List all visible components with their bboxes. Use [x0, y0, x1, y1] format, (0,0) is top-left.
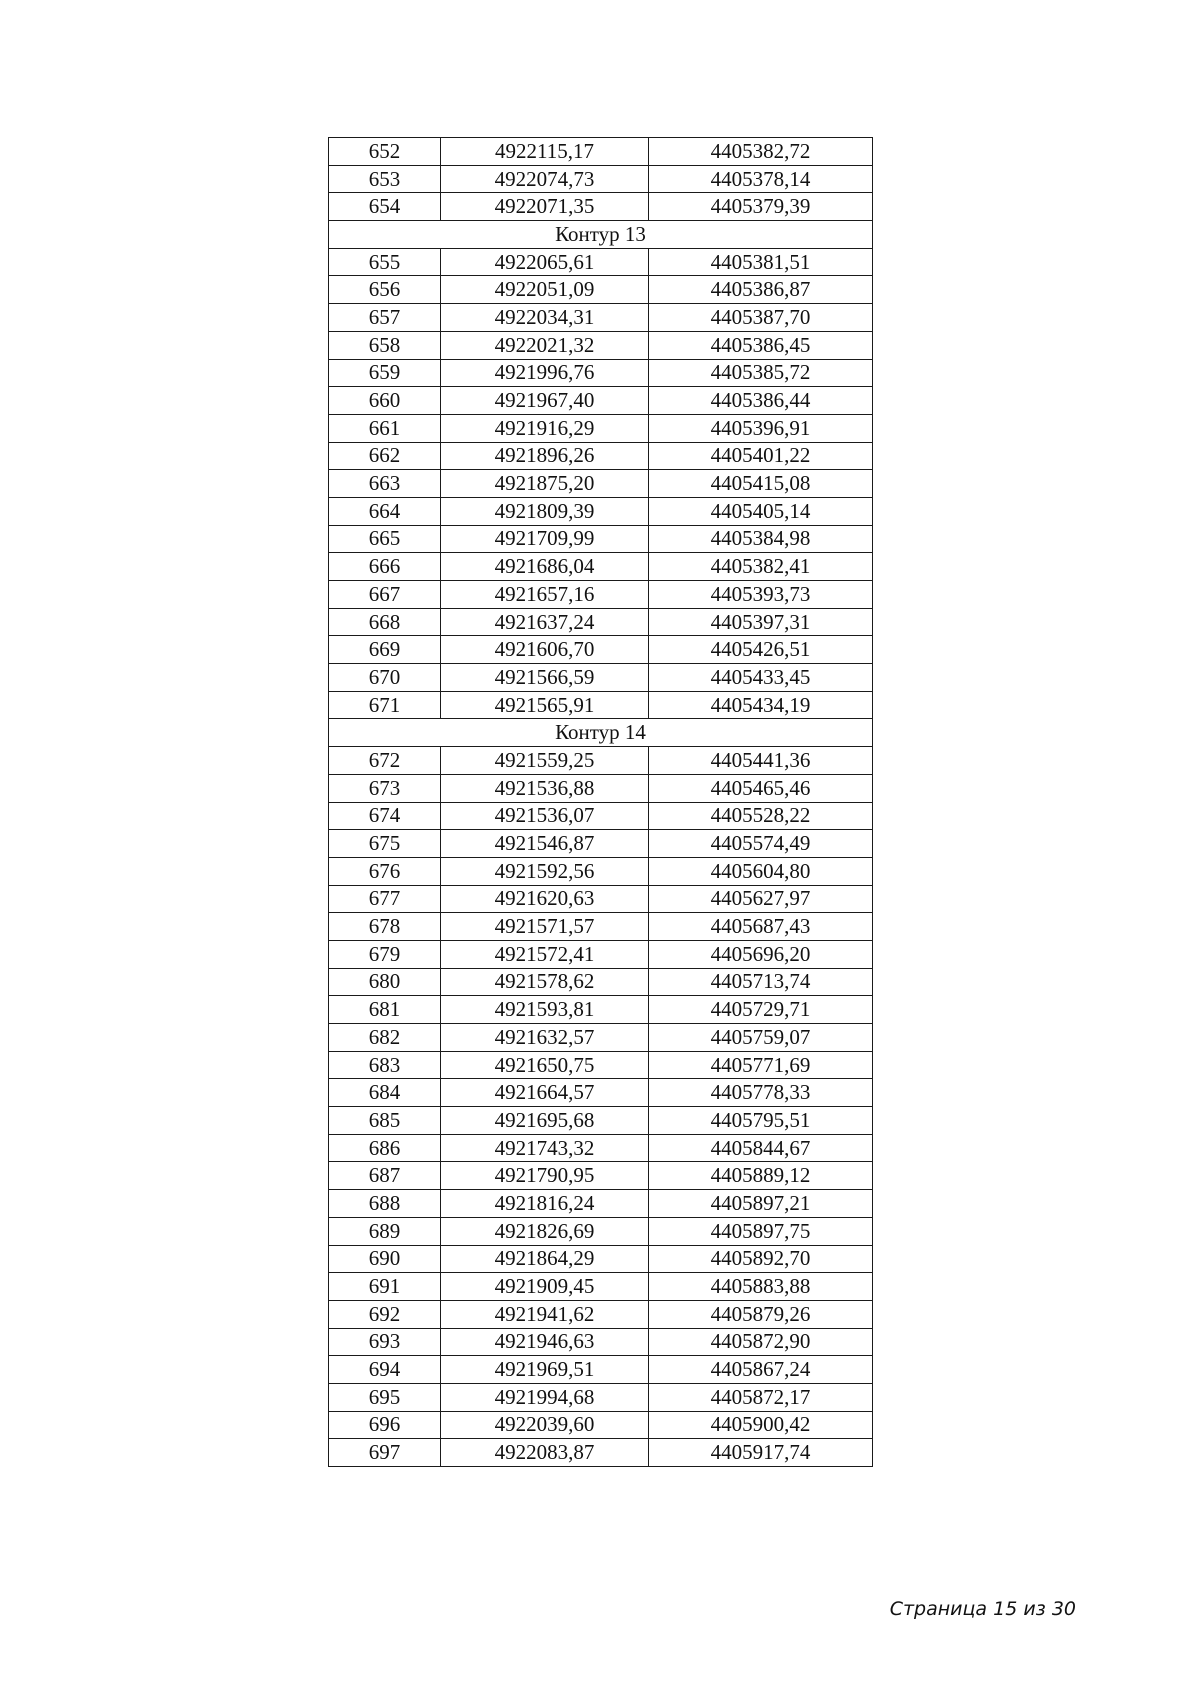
table-row: [329, 470, 873, 498]
table-row: [329, 1439, 873, 1467]
table-row: [329, 636, 873, 664]
y-coordinate-cell: 4405385,72: [649, 359, 873, 387]
y-coordinate-cell: 4405386,44: [649, 387, 873, 415]
x-coordinate-cell: 4921664,57: [441, 1079, 649, 1107]
y-coordinate-cell: 4405426,51: [649, 636, 873, 664]
y-coordinate-cell: 4405434,19: [649, 691, 873, 719]
point-number-cell: 673: [329, 774, 441, 802]
point-number-cell: 692: [329, 1300, 441, 1328]
table-row: [329, 1383, 873, 1411]
y-coordinate-cell: 4405386,87: [649, 276, 873, 304]
point-number-cell: 688: [329, 1190, 441, 1218]
x-coordinate-cell: 4922115,17: [441, 138, 649, 166]
x-coordinate-cell: 4921578,62: [441, 968, 649, 996]
table-row: [329, 857, 873, 885]
x-coordinate-cell: 4921632,57: [441, 1024, 649, 1052]
section-header-row: [329, 719, 873, 747]
point-number-cell: 665: [329, 525, 441, 553]
point-number-cell: 675: [329, 830, 441, 858]
table-row: [329, 1190, 873, 1218]
coordinates-table-body: [329, 138, 873, 1467]
y-coordinate-cell: 4405713,74: [649, 968, 873, 996]
point-number-cell: 674: [329, 802, 441, 830]
x-coordinate-cell: 4921967,40: [441, 387, 649, 415]
table-row: [329, 802, 873, 830]
y-coordinate-cell: 4405778,33: [649, 1079, 873, 1107]
table-row: [329, 248, 873, 276]
section-header-row: [329, 221, 873, 249]
y-coordinate-cell: 4405387,70: [649, 304, 873, 332]
x-coordinate-cell: 4921864,29: [441, 1245, 649, 1273]
table-row: [329, 691, 873, 719]
point-number-cell: 658: [329, 331, 441, 359]
table-row: [329, 608, 873, 636]
point-number-cell: 682: [329, 1024, 441, 1052]
y-coordinate-cell: 4405381,51: [649, 248, 873, 276]
y-coordinate-cell: 4405795,51: [649, 1107, 873, 1135]
point-number-cell: 663: [329, 470, 441, 498]
table-row: [329, 1217, 873, 1245]
x-coordinate-cell: 4921743,32: [441, 1134, 649, 1162]
table-row: [329, 1411, 873, 1439]
x-coordinate-cell: 4921559,25: [441, 747, 649, 775]
table-row: [329, 193, 873, 221]
x-coordinate-cell: 4921686,04: [441, 553, 649, 581]
x-coordinate-cell: 4921657,16: [441, 581, 649, 609]
y-coordinate-cell: 4405696,20: [649, 940, 873, 968]
y-coordinate-cell: 4405729,71: [649, 996, 873, 1024]
x-coordinate-cell: 4921709,99: [441, 525, 649, 553]
table-row: [329, 304, 873, 332]
table-row: [329, 996, 873, 1024]
y-coordinate-cell: 4405844,67: [649, 1134, 873, 1162]
point-number-cell: 669: [329, 636, 441, 664]
x-coordinate-cell: 4921536,88: [441, 774, 649, 802]
x-coordinate-cell: 4921826,69: [441, 1217, 649, 1245]
table-row: [329, 1079, 873, 1107]
table-row: [329, 940, 873, 968]
point-number-cell: 652: [329, 138, 441, 166]
table-row: [329, 138, 873, 166]
y-coordinate-cell: 4405917,74: [649, 1439, 873, 1467]
x-coordinate-cell: 4921572,41: [441, 940, 649, 968]
point-number-cell: 654: [329, 193, 441, 221]
x-coordinate-cell: 4922021,32: [441, 331, 649, 359]
table-row: [329, 525, 873, 553]
x-coordinate-cell: 4921565,91: [441, 691, 649, 719]
x-coordinate-cell: 4922051,09: [441, 276, 649, 304]
point-number-cell: 666: [329, 553, 441, 581]
x-coordinate-cell: 4921546,87: [441, 830, 649, 858]
coordinates-table: [328, 137, 873, 1467]
y-coordinate-cell: 4405687,43: [649, 913, 873, 941]
x-coordinate-cell: 4921909,45: [441, 1273, 649, 1301]
y-coordinate-cell: 4405574,49: [649, 830, 873, 858]
point-number-cell: 683: [329, 1051, 441, 1079]
x-coordinate-cell: 4921941,62: [441, 1300, 649, 1328]
x-coordinate-cell: 4921536,07: [441, 802, 649, 830]
point-number-cell: 685: [329, 1107, 441, 1135]
y-coordinate-cell: 4405397,31: [649, 608, 873, 636]
table-row: [329, 830, 873, 858]
y-coordinate-cell: 4405879,26: [649, 1300, 873, 1328]
y-coordinate-cell: 4405883,88: [649, 1273, 873, 1301]
x-coordinate-cell: 4921996,76: [441, 359, 649, 387]
x-coordinate-cell: 4921571,57: [441, 913, 649, 941]
table-row: [329, 885, 873, 913]
x-coordinate-cell: 4921946,63: [441, 1328, 649, 1356]
point-number-cell: 655: [329, 248, 441, 276]
x-coordinate-cell: 4921994,68: [441, 1383, 649, 1411]
point-number-cell: 691: [329, 1273, 441, 1301]
y-coordinate-cell: 4405415,08: [649, 470, 873, 498]
x-coordinate-cell: 4921896,26: [441, 442, 649, 470]
table-row: [329, 581, 873, 609]
table-row: [329, 1356, 873, 1384]
y-coordinate-cell: 4405897,21: [649, 1190, 873, 1218]
y-coordinate-cell: 4405897,75: [649, 1217, 873, 1245]
point-number-cell: 693: [329, 1328, 441, 1356]
y-coordinate-cell: 4405604,80: [649, 857, 873, 885]
point-number-cell: 687: [329, 1162, 441, 1190]
table-row: [329, 497, 873, 525]
y-coordinate-cell: 4405393,73: [649, 581, 873, 609]
y-coordinate-cell: 4405892,70: [649, 1245, 873, 1273]
point-number-cell: 694: [329, 1356, 441, 1384]
point-number-cell: 697: [329, 1439, 441, 1467]
table-row: [329, 774, 873, 802]
point-number-cell: 668: [329, 608, 441, 636]
point-number-cell: 671: [329, 691, 441, 719]
table-row: [329, 1328, 873, 1356]
y-coordinate-cell: 4405528,22: [649, 802, 873, 830]
x-coordinate-cell: 4921695,68: [441, 1107, 649, 1135]
table-row: [329, 331, 873, 359]
point-number-cell: 676: [329, 857, 441, 885]
point-number-cell: 660: [329, 387, 441, 415]
y-coordinate-cell: 4405396,91: [649, 414, 873, 442]
point-number-cell: 653: [329, 165, 441, 193]
y-coordinate-cell: 4405759,07: [649, 1024, 873, 1052]
point-number-cell: 678: [329, 913, 441, 941]
section-title: Контур 13: [329, 221, 873, 249]
x-coordinate-cell: 4921969,51: [441, 1356, 649, 1384]
x-coordinate-cell: 4921566,59: [441, 664, 649, 692]
y-coordinate-cell: 4405405,14: [649, 497, 873, 525]
y-coordinate-cell: 4405382,41: [649, 553, 873, 581]
table-row: [329, 359, 873, 387]
x-coordinate-cell: 4922074,73: [441, 165, 649, 193]
x-coordinate-cell: 4921809,39: [441, 497, 649, 525]
y-coordinate-cell: 4405900,42: [649, 1411, 873, 1439]
y-coordinate-cell: 4405384,98: [649, 525, 873, 553]
table-row: [329, 747, 873, 775]
point-number-cell: 686: [329, 1134, 441, 1162]
table-row: [329, 1134, 873, 1162]
x-coordinate-cell: 4921816,24: [441, 1190, 649, 1218]
y-coordinate-cell: 4405872,90: [649, 1328, 873, 1356]
point-number-cell: 661: [329, 414, 441, 442]
point-number-cell: 677: [329, 885, 441, 913]
x-coordinate-cell: 4922034,31: [441, 304, 649, 332]
table-row: [329, 1051, 873, 1079]
point-number-cell: 690: [329, 1245, 441, 1273]
table-row: [329, 1273, 873, 1301]
point-number-cell: 667: [329, 581, 441, 609]
point-number-cell: 695: [329, 1383, 441, 1411]
point-number-cell: 657: [329, 304, 441, 332]
point-number-cell: 670: [329, 664, 441, 692]
table-row: [329, 165, 873, 193]
y-coordinate-cell: 4405889,12: [649, 1162, 873, 1190]
y-coordinate-cell: 4405627,97: [649, 885, 873, 913]
point-number-cell: 672: [329, 747, 441, 775]
table-row: [329, 553, 873, 581]
table-row: [329, 1162, 873, 1190]
table-row: [329, 442, 873, 470]
x-coordinate-cell: 4922065,61: [441, 248, 649, 276]
x-coordinate-cell: 4921916,29: [441, 414, 649, 442]
table-row: [329, 1300, 873, 1328]
table-row: [329, 1107, 873, 1135]
y-coordinate-cell: 4405771,69: [649, 1051, 873, 1079]
x-coordinate-cell: 4922083,87: [441, 1439, 649, 1467]
table-row: [329, 664, 873, 692]
table-row: [329, 968, 873, 996]
y-coordinate-cell: 4405872,17: [649, 1383, 873, 1411]
point-number-cell: 659: [329, 359, 441, 387]
x-coordinate-cell: 4922071,35: [441, 193, 649, 221]
table-row: [329, 1024, 873, 1052]
y-coordinate-cell: 4405465,46: [649, 774, 873, 802]
point-number-cell: 656: [329, 276, 441, 304]
point-number-cell: 664: [329, 497, 441, 525]
y-coordinate-cell: 4405378,14: [649, 165, 873, 193]
x-coordinate-cell: 4921593,81: [441, 996, 649, 1024]
x-coordinate-cell: 4921650,75: [441, 1051, 649, 1079]
point-number-cell: 679: [329, 940, 441, 968]
x-coordinate-cell: 4921606,70: [441, 636, 649, 664]
y-coordinate-cell: 4405433,45: [649, 664, 873, 692]
x-coordinate-cell: 4921875,20: [441, 470, 649, 498]
page-number: Страница 15 из 30: [889, 1598, 1076, 1620]
x-coordinate-cell: 4921620,63: [441, 885, 649, 913]
point-number-cell: 689: [329, 1217, 441, 1245]
table-row: [329, 913, 873, 941]
table-row: [329, 276, 873, 304]
section-title: Контур 14: [329, 719, 873, 747]
table-row: [329, 1245, 873, 1273]
y-coordinate-cell: 4405379,39: [649, 193, 873, 221]
point-number-cell: 681: [329, 996, 441, 1024]
point-number-cell: 662: [329, 442, 441, 470]
table-row: [329, 387, 873, 415]
y-coordinate-cell: 4405386,45: [649, 331, 873, 359]
y-coordinate-cell: 4405441,36: [649, 747, 873, 775]
x-coordinate-cell: 4921592,56: [441, 857, 649, 885]
x-coordinate-cell: 4922039,60: [441, 1411, 649, 1439]
table-row: [329, 414, 873, 442]
y-coordinate-cell: 4405382,72: [649, 138, 873, 166]
point-number-cell: 680: [329, 968, 441, 996]
point-number-cell: 684: [329, 1079, 441, 1107]
point-number-cell: 696: [329, 1411, 441, 1439]
x-coordinate-cell: 4921790,95: [441, 1162, 649, 1190]
y-coordinate-cell: 4405401,22: [649, 442, 873, 470]
y-coordinate-cell: 4405867,24: [649, 1356, 873, 1384]
x-coordinate-cell: 4921637,24: [441, 608, 649, 636]
